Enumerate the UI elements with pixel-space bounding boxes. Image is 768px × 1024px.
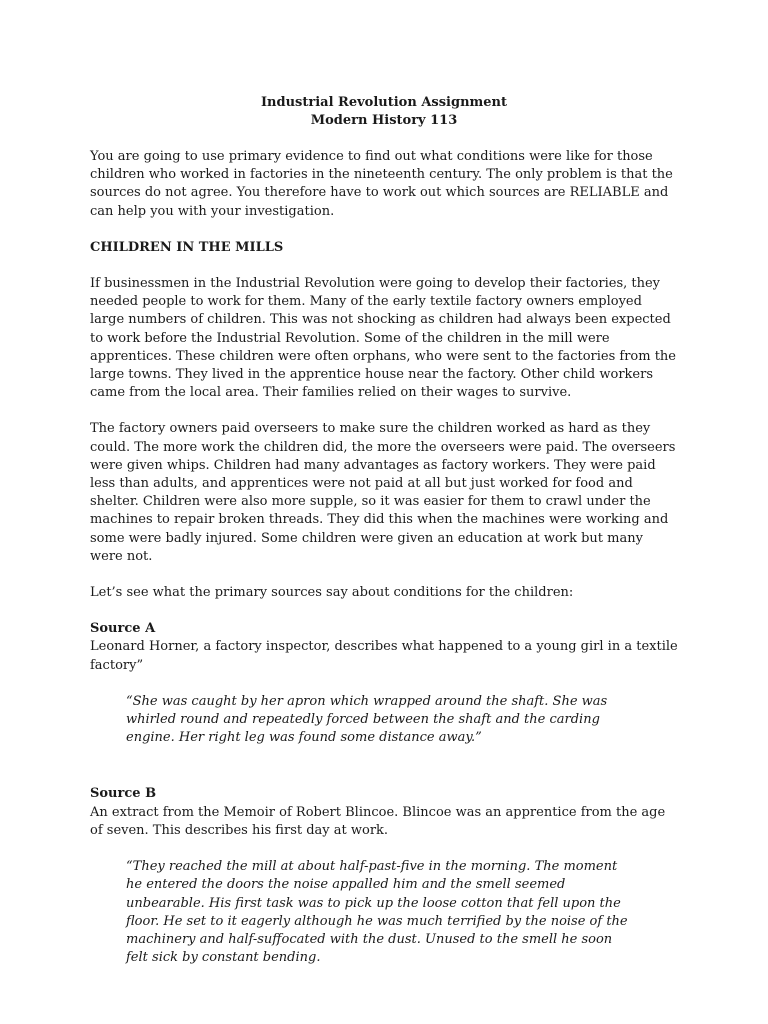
source-a-quote: “She was caught by her apron which wrapped around the shaft. She was whirled round and repeatedly forced between the shaft and the carding engine. Her right leg was found some distance away.” xyxy=(126,693,608,746)
section-heading: CHILDREN IN THE MILLS xyxy=(90,239,284,255)
intro-paragraph: You are going to use primary evidence to find out what conditions were like for those children who worked in factories in the nineteenth century. The only problem is that the sources do not agree. You therefore have to work out which sources are RELIABLE and can help you with your investigation. xyxy=(90,149,673,219)
source-a-description: Leonard Horner, a factory inspector, describes what happened to a young girl in a textile factory” xyxy=(90,639,678,673)
body-paragraph-2: The factory owners paid overseers to make sure the children worked as hard as they could. The more work the children did, the more the overseers were paid. The overseers were given whips. Children had many advantages as factory workers. They were paid less than adults, and apprentices were not paid at all but just worked for food and shelter. Children were also more supple, so it was easier for them to crawl under the machines to repair broken threads. They did this when the machines were working and some were badly injured. Some children were given an education at work but many were not. xyxy=(90,421,676,564)
source-b-quote: “They reached the mill at about half-past-five in the morning. The moment he entered the doors the noise appalled him and the smell seemed unbearable. His first task was to pick up the loose cotton that fell upon the floor. He set to it eagerly although he was much terrified by the noise of the machinery and half-suffocated with the dust. Unused to the smell he soon felt sick by constant bending. xyxy=(126,859,628,966)
source-b-description: An extract from the Memoir of Robert Blincoe. Blincoe was an apprentice from the age of seven. This describes his first day at work. xyxy=(90,804,666,838)
source-a xyxy=(90,620,678,747)
title-line-1: Industrial Revolution Assignment xyxy=(260,95,508,110)
source-b-heading: Source B xyxy=(90,786,157,802)
body-paragraph-3: Let’s see what the primary sources say about conditions for the children: xyxy=(90,585,574,601)
body-paragraph-1: If businessmen in the Industrial Revolution were going to develop their factories, they needed people to work for them. Many of the early textile factory owners employed large numbers of children. This was not shocking as children had always been expected to work before the Industrial Revolution. Some of the children in the mill were apprentices. These children were often orphans, who were sent to the factories from the large towns. They lived in the apprentice house near the factory. Other child workers came from the local area. Their families relied on their wages to survive. xyxy=(90,276,677,401)
title-line-2: Modern History 113 xyxy=(310,113,458,128)
source-b xyxy=(90,785,678,967)
source-a-heading: Source A xyxy=(90,621,156,637)
document-title xyxy=(90,94,678,130)
